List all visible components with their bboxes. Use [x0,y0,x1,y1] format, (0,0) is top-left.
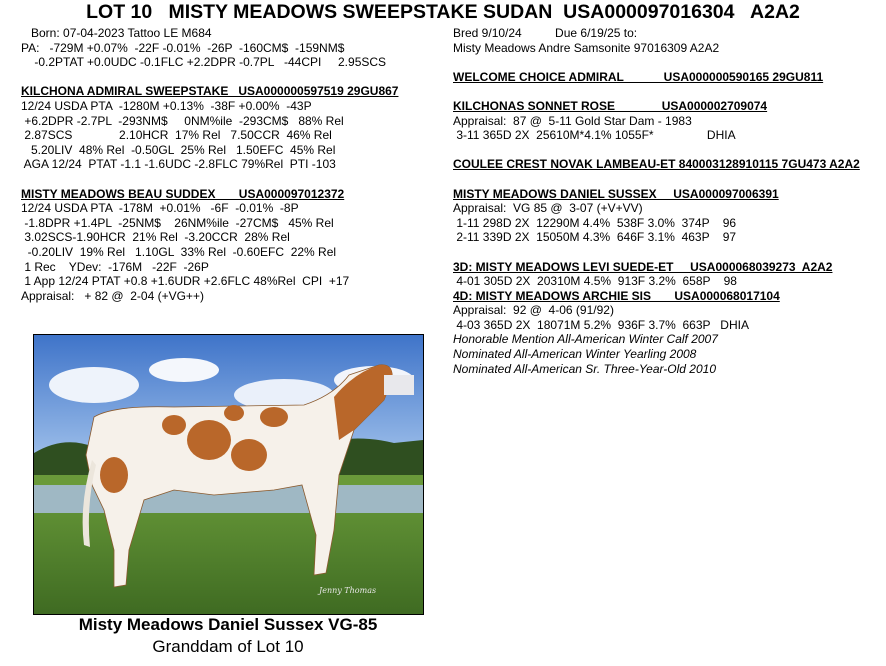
right-column [453,26,883,376]
granddam2-line: 1-11 298D 2X 12290M 4.4% 538F 3.0% 374P 96 [453,215,737,230]
cow-photo [33,334,424,615]
granddam-header: KILCHONAS SONNET ROSE USA000002709074 [453,98,768,113]
service-sire-line: Misty Meadows Andre Samsonite 97016309 A2A2 [453,40,720,55]
dam-line: 12/24 USDA PTA -178M +0.01% -6F -0.01% -8P [21,201,299,216]
sire-line: 5.20LIV 48% Rel -0.50GL 25% Rel 1.50EFC 45% Rel [21,142,336,157]
bred-line: Bred 9/10/24 Due 6/19/25 to: [453,26,638,40]
photo-caption-sub: Granddam of Lot 10 [152,637,304,656]
sire2-header: COULEE CREST NOVAK LAMBEAU-ET 840003128910115 7GU473 A2A2 [453,157,860,172]
4d-line: Appraisal: 92 @ 4-06 (91/92) [453,303,614,318]
born-line: Born: 07-04-2023 Tattoo LE M684 [21,26,212,40]
dam-header: MISTY MEADOWS BEAU SUDDEX USA000097012372 [21,186,345,201]
4d-header: 4D: MISTY MEADOWS ARCHIE SIS USA000068017104 [453,288,780,303]
granddam2-line: Appraisal: VG 85 @ 3-07 (+V+VV) [453,201,643,216]
left-column [21,26,441,303]
photo-caption-name: Misty Meadows Daniel Sussex VG-85 [78,615,378,634]
dam-line: -0.20LIV 19% Rel 1.10GL 33% Rel -0.60EFC 22% Rel [21,244,337,259]
dam-line: 1 Rec YDev: -176M -22F -26P [21,259,209,274]
dam-line: 1 App 12/24 PTAT +0.8 +1.6UDR +2.6FLC 48%Rel CPI +17 [21,274,350,289]
3d-line: 4-01 305D 2X 20310M 4.5% 913F 3.2% 658P 98 [453,274,737,289]
sire-header: KILCHONA ADMIRAL SWEEPSTAKE USA000000597519 29GU867 [21,84,399,99]
sire-line: 2.87SCS 2.10HCR 17% Rel 7.50CCR 46% Rel [21,128,332,143]
granddam2-header: MISTY MEADOWS DANIEL SUSSEX USA000097006391 [453,186,779,201]
honor-line: Honorable Mention All-American Winter Calf 2007 [453,332,718,347]
pa-line-2: -0.2PTAT +0.0UDC -0.1FLC +2.2DPR -0.7PL -44CPI 2.95SCS [21,55,387,70]
granddam2-line: 2-11 339D 2X 15050M 4.3% 646F 3.1% 463P 97 [453,230,737,245]
sire-line: 12/24 USDA PTA -1280M +0.13% -38F +0.00% -43P [21,98,312,113]
granddam-line: 3-11 365D 2X 25610M*4.1% 1055F* DHIA [453,128,736,143]
sire-line: AGA 12/24 PTAT -1.1 -1.6UDC -2.8FLC 79%Rel PTI -103 [21,157,336,172]
dam-line: -1.8DPR +1.4PL -25NM$ 26NM%ile -27CM$ 45% Rel [21,215,334,230]
4d-line: 4-03 365D 2X 18071M 5.2% 936F 3.7% 663P DHIA [453,317,749,332]
pa-line: PA: -729M +0.07% -22F -0.01% -26P -160CM$ -159NM$ [21,40,345,55]
3d-header: 3D: MISTY MEADOWS LEVI SUEDE-ET USA000068039273 A2A2 [453,259,833,274]
photo-watermark: Jenny Thomas [319,586,377,595]
granddam-line: Appraisal: 87 @ 5-11 Gold Star Dam - 1983 [453,113,692,128]
mgs-header: WELCOME CHOICE ADMIRAL USA000000590165 29GU811 [453,69,824,84]
dam-appraisal: Appraisal: + 82 @ 2-04 (+VG++) [21,288,204,303]
lot-title: LOT 10 MISTY MEADOWS SWEEPSTAKE SUDAN USA000097016304 A2A2 [86,1,800,23]
dam-line: 3.02SCS-1.90HCR 21% Rel -3.20CCR 28% Rel [21,230,290,245]
honor-line: Nominated All-American Winter Yearling 2008 [453,347,697,362]
honor-line: Nominated All-American Sr. Three-Year-Old 2010 [453,361,717,376]
sire-line: +6.2DPR -2.7PL -293NM$ 0NM%ile -293CM$ 88% Rel [21,113,344,128]
